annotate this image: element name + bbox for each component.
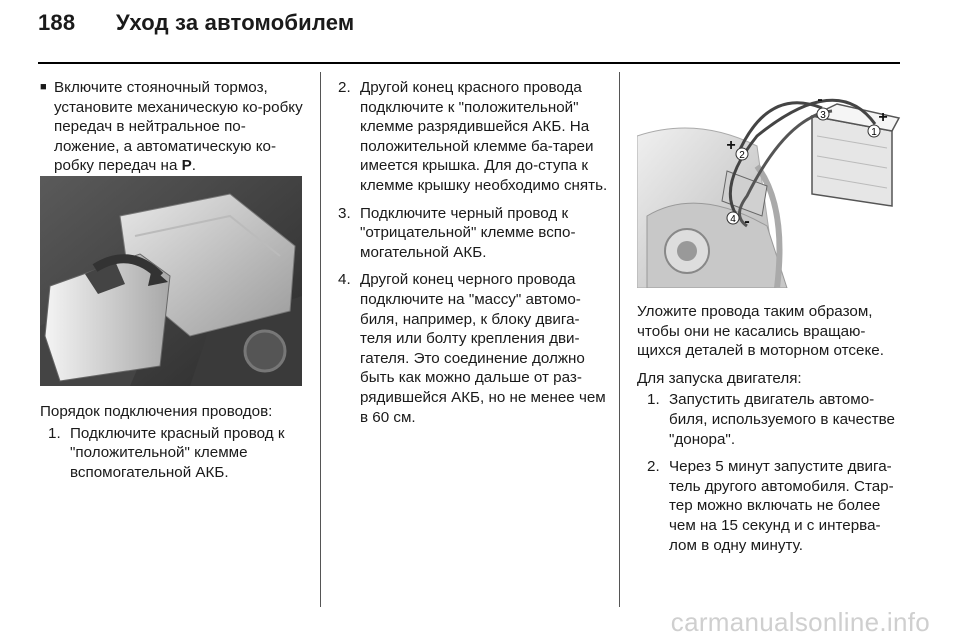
- list-item: [338, 78, 608, 196]
- minus-sign-top: -: [817, 91, 823, 108]
- plus-sign-right: +: [878, 109, 888, 126]
- gear-p-label: P: [181, 157, 192, 175]
- jumper-cable-figure: [637, 76, 901, 288]
- callout-2: 2: [739, 150, 745, 161]
- column-divider-1: [320, 72, 321, 607]
- plus-sign-left: +: [726, 137, 736, 154]
- column-1-lower: [40, 402, 308, 490]
- minus-sign-bottom: -: [744, 213, 750, 230]
- header-rule: [38, 62, 900, 64]
- list-item: [637, 457, 907, 555]
- watermark: carmanualsonline.info: [670, 607, 930, 637]
- item-text: Подключите черный провод к "отрицательной" клемме вспо-могательной АКБ.: [360, 204, 576, 261]
- item-text: Другой конец черного провода подключите на "массу" автомо-биля, например, к блоку двига-теля или болту крепления дви-гателя. Это соединение должно быть как можно дальше от раз-рядившейся АКБ, но не менее чем в 60 см.: [360, 271, 606, 426]
- item-text: Другой конец красного провода подключите к "положительной" клемме разрядившейся АКБ. На положительной клемме ба-тареи имеется крышка. Для до-ступа к клемме крышку необходимо снять.: [360, 79, 608, 194]
- list-item: [338, 204, 608, 263]
- callout-1: 1: [871, 127, 877, 138]
- item-number: 2.: [647, 458, 660, 476]
- bullet-text: Включите стояночный тормоз, установите механическую ко-робку передач в нейтральное по-ложение, а автоматическую ко-робку передач на P.: [54, 79, 303, 175]
- column-3: [637, 302, 907, 563]
- list-item: [338, 270, 608, 427]
- page-header: [38, 10, 354, 36]
- routing-paragraph: Уложите провода таким образом, чтобы они не касались вращаю-щихся деталей в моторном отсеке.: [637, 303, 884, 360]
- bullet-square-icon: ■: [40, 81, 47, 93]
- item-number: 4.: [338, 271, 351, 289]
- column-1: [40, 78, 305, 176]
- column-2: [338, 78, 608, 435]
- bullet-parking-brake: [40, 78, 305, 176]
- list-item: [637, 390, 907, 449]
- item-number: 1.: [647, 391, 660, 409]
- column-divider-2: [619, 72, 620, 607]
- item-text: Подключите красный провод к "положительной" клемме вспомогательной АКБ.: [70, 424, 285, 481]
- callout-4: 4: [730, 214, 736, 225]
- engine-cover-figure: [40, 176, 302, 386]
- item-number: 3.: [338, 204, 351, 222]
- start-title: Для запуска двигателя:: [637, 369, 802, 387]
- item-number: 2.: [338, 79, 351, 96]
- page-title: Уход за автомобилем: [116, 10, 355, 35]
- order-title: Порядок подключения проводов:: [40, 403, 273, 420]
- item-text: Через 5 минут запустите двига-тель другого автомобиля. Стар-тер можно включать не более чем на 15 секунд и с интерва-лом в одну минуту.: [669, 458, 894, 554]
- item-text: Запустить двигатель автомо-биля, используемого в качестве "донора".: [669, 391, 895, 448]
- list-item: [40, 424, 308, 483]
- item-number: 1.: [48, 424, 61, 442]
- page-number: 188: [38, 10, 76, 35]
- callout-3: 3: [820, 110, 826, 121]
